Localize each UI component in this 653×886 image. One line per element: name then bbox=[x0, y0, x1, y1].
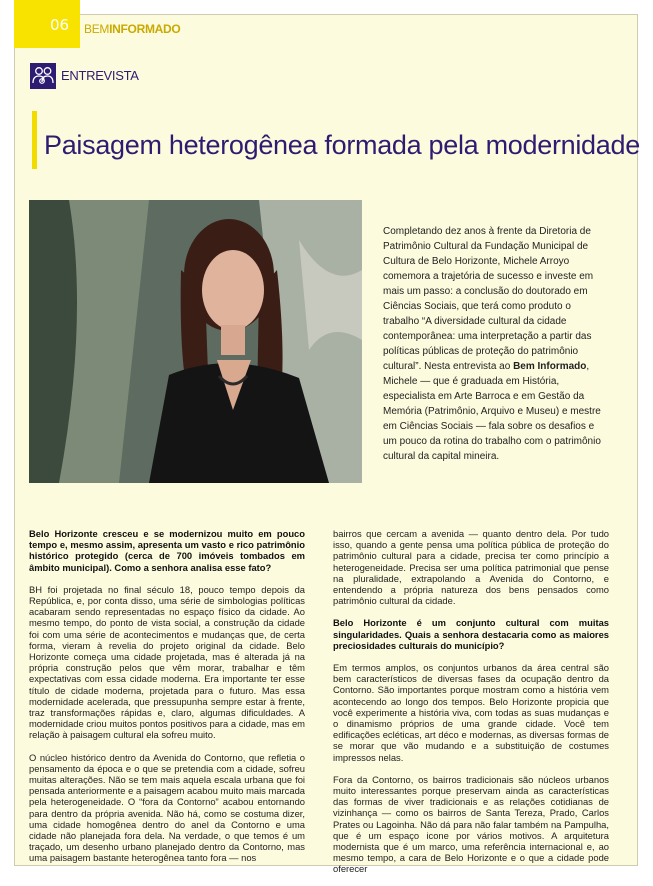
publication-name-light: BEM bbox=[84, 22, 110, 36]
intro-publication-name: Bem Informado bbox=[513, 361, 587, 372]
article-column-left bbox=[29, 528, 305, 875]
answer-2-paragraph-1: Em termos amplos, os conjuntos urbanos da área central são bem característicos de diversas fases da ocupação dentro da Contorno. São importantes porque mostram como a história vem acontecendo ao longo dos tempos. Belo Horizonte propicia que você experimente a história viva, com todas as suas mudanças e o dinamismo próprios de uma grande cidade. Você tem edificações ecléticas, art déco e modernas, as diversas formas de se morar que vão mudando e a substituição de costumes impressos nelas. bbox=[333, 662, 609, 763]
section-label: ENTREVISTA bbox=[61, 68, 139, 83]
intro-text-part1: Completando dez anos à frente da Diretoria de Patrimônio Cultural da Fundação Municipal de Cultura de Belo Horizonte, Michele Arroyo comemora a trajetória de sucesso e investe em mais um passo: a conclusão do doutorado em Ciências Sociais, que terá como produto o trabalho “A diversidade cultural da cidade contemporânea: uma interpretação a partir das políticas públicas de proteção do patrimônio cultural”. Nesta entrevista ao bbox=[383, 226, 594, 372]
answer-1-continuation: bairros que cercam a avenida — quanto dentro dela. Por tudo isso, quando a gente pensa uma política pública de proteção do patrimônio cultural para a cidade, precisa ter como princípio a heterogeneidade. Precisa ser uma política patrimonial que pense na pluralidade, extrapolando a Avenida do Contorno, e entendendo a própria natureza dos bens pensados como patrimônio cultural da cidade. bbox=[333, 528, 609, 607]
question-1: Belo Horizonte cresceu e se modernizou muito em pouco tempo e, mesmo assim, apresenta um vasto e rico patrimônio histórico protegido (cerca de 700 imóveis tombados em âmbito municipal). Como a senhora analisa esse fato? bbox=[29, 528, 305, 573]
title-accent-bar bbox=[32, 111, 37, 169]
article-column-right bbox=[333, 528, 609, 886]
answer-1-paragraph-2: O núcleo histórico dentro da Avenida do Contorno, que refletia o pensamento da época e o que se pretendia com a cidade, sofreu muitas alterações. Não se tem mais aquela escala urbana que foi pensada anteriormente e a paisagem acabou muito mais marcada pela heterogeneidade. O “fora da Contorno” acabou entornando para dentro da própria avenida. Não há, como se costuma dizer, uma cidade homogênea dentro do anel da Contorno e uma cidade não planejada fora dela. Na verdade, o que temos é um traçado, um desenho urbano planejado dentro da Contorno, mas uma paisagem bastante heterogênea tanto fora — nos bbox=[29, 751, 305, 864]
question-2: Belo Horizonte é um conjunto cultural com muitas singularidades. Quais a senhora destacaria como as maiores preciosidades culturais do município? bbox=[333, 617, 609, 651]
people-icon bbox=[30, 63, 56, 89]
publication-name bbox=[84, 22, 180, 36]
answer-1-paragraph-1: BH foi projetada no final século 18, pouco tempo depois da República, e, por conta disso, uma série de simbologias políticas acabaram sendo representadas no espaço físico da cidade. Ao mesmo tempo, do ponto de vista social, a construção da cidade foi com uma série de acontecimentos e mudanças que, de certa forma, vieram à revelia do projeto original da cidade. Belo Horizonte começa uma cidade projetada, mas é alterada já na própria construção pelos que vêm morar, trabalhar e têm expectativas com essa cidade moderna. Era importante ter esse título de cidade moderna, projetada para o futuro. Mas essa modernidade acelerada, que pressupunha sempre estar à frente, traz transformações rápidas e, claro, algumas dificuldades. A modernidade criou muitos pontos positivos para a cidade, mas em relação à paisagem cultural ela sofreu muito. bbox=[29, 583, 305, 741]
page-number-tab bbox=[14, 0, 80, 48]
page-number: 06 bbox=[50, 16, 70, 34]
publication-name-bold: INFORMADO bbox=[109, 22, 181, 36]
interviewee-photo bbox=[29, 200, 362, 483]
intro-paragraph bbox=[383, 224, 605, 464]
article-headline: Paisagem heterogênea formada pela modernidade bbox=[44, 130, 640, 160]
answer-2-paragraph-2: Fora da Contorno, os bairros tradicionais são núcleos urbanos muito interessantes porque preservam ainda as características das formas de viver tradicionais e as relações cotidianas de vizinhança — como os bairros de Santa Tereza, Prado, Carlos Prates ou Lagoinha. Não dá para não falar também na Pampulha, que é um espaço icone por vários motivos. A arquitetura modernista que é um marco, uma referência internacional e, ao mesmo tempo, a cara de Belo Horizonte e o que a cidade pode oferecer bbox=[333, 773, 609, 875]
intro-text-part2: , Michele — que é graduada em História, especialista em Arte Barroca e em Gestão da Memória (Patrimônio, Arquivo e Museu) e mestre em Ciências Sociais — fala sobre os desafios e um pouco da rotina do trabalho com o patrimônio cultural da capital mineira. bbox=[383, 361, 601, 462]
